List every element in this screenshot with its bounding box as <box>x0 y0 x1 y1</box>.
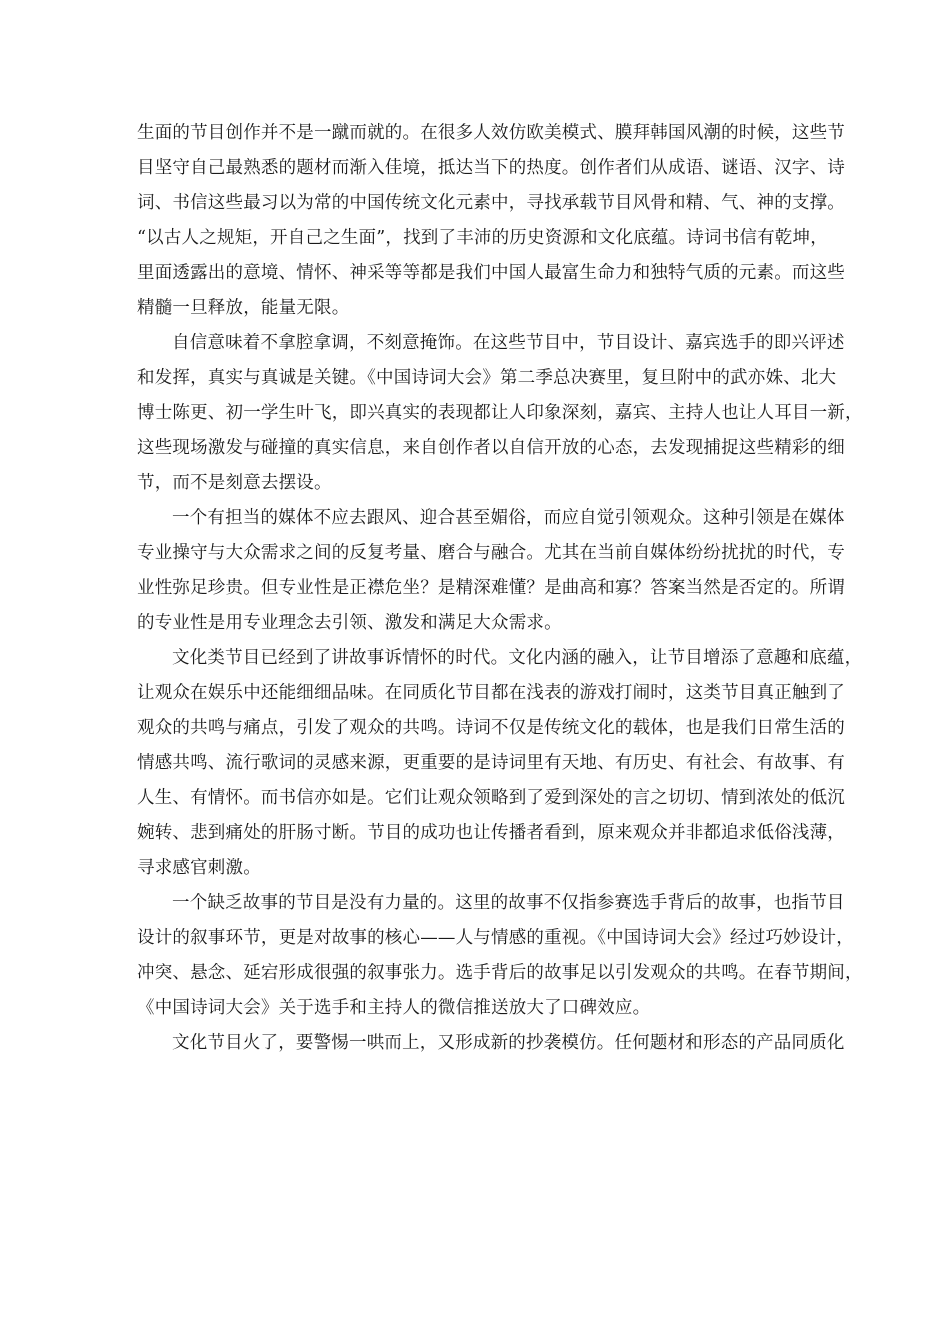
text-line: 生面的节目创作并不是一蹴而就的。在很多人效仿欧美模式、膜拜韩国风潮的时候，这些节 <box>137 123 845 143</box>
text-line: 里面透露出的意境、情怀、神采等等都是我们中国人最富生命力和独特气质的元素。而这些 <box>137 263 845 283</box>
text-line: 设计的叙事环节，更是对故事的核心——人与情感的重视。《中国诗词大会》经过巧妙设计， <box>137 928 854 948</box>
paragraph <box>137 641 863 886</box>
text-line: 词、书信这些最习以为常的中国传统文化元素中，寻找承载节目风骨和精、气、神的支撑。 <box>137 193 845 213</box>
text-line: 人生、有情怀。而书信亦如是。它们让观众领略到了爱到深处的言之切切、情到浓处的低沉 <box>137 788 845 808</box>
text-line: 文化节目火了，要警惕一哄而上，又形成新的抄袭模仿。任何题材和形态的产品同质化 <box>172 1033 845 1053</box>
text-line: 业性弥足珍贵。但专业性是正襟危坐？是精深难懂？是曲高和寡？答案当然是否定的。所谓 <box>137 578 845 598</box>
text-line: 文化类节目已经到了讲故事诉情怀的时代。文化内涵的融入，让节目增添了意趣和底蕴， <box>172 648 863 668</box>
text-line: 博士陈更、初一学生叶飞，即兴真实的表现都让人印象深刻，嘉宾、主持人也让人耳目一新， <box>137 403 863 423</box>
paragraph <box>137 1026 845 1061</box>
text-line: 精髓一旦释放，能量无限。 <box>137 298 350 318</box>
paragraph <box>137 116 845 326</box>
text-line: 寻求感官刺激。 <box>137 858 261 878</box>
text-line: 目坚守自己最熟悉的题材而渐入佳境，抵达当下的热度。创作者们从成语、谜语、汉字、诗 <box>137 158 845 178</box>
text-line: 冲突、悬念、延宕形成很强的叙事张力。选手背后的故事足以引发观众的共鸣。在春节期间， <box>137 963 863 983</box>
text-line: 婉转、悲到痛处的肝肠寸断。节目的成功也让传播者看到，原来观众并非都追求低俗浅薄， <box>137 823 845 843</box>
paragraph <box>137 501 845 641</box>
document-body <box>137 116 863 1061</box>
text-line: 节，而不是刻意去摆设。 <box>137 473 332 493</box>
text-line: 这些现场激发与碰撞的真实信息，来自创作者以自信开放的心态，去发现捕捉这些精彩的细 <box>137 438 845 458</box>
paragraph <box>137 886 863 1026</box>
text-line: 自信意味着不拿腔拿调，不刻意掩饰。在这些节目中，节目设计、嘉宾选手的即兴评述 <box>172 333 845 353</box>
text-line: 和发挥，真实与真诚是关键。《中国诗词大会》第二季总决赛里，复旦附中的武亦姝、北大 <box>137 368 837 388</box>
text-line: 《中国诗词大会》关于选手和主持人的微信推送放大了口碑效应。 <box>137 998 651 1018</box>
text-line: 情感共鸣、流行歌词的灵感来源，更重要的是诗词里有天地、有历史、有社会、有故事、有 <box>137 753 845 773</box>
text-line: “以古人之规矩，开自己之生面”，找到了丰沛的历史资源和文化底蕴。诗词书信有乾坤， <box>137 228 828 248</box>
text-line: 一个缺乏故事的节目是没有力量的。这里的故事不仅指参赛选手背后的故事，也指节目 <box>172 893 845 913</box>
paragraph <box>137 326 863 501</box>
text-line: 让观众在娱乐中还能细细品味。在同质化节目都在浅表的游戏打闹时，这类节目真正触到了 <box>137 683 845 703</box>
text-line: 观众的共鸣与痛点，引发了观众的共鸣。诗词不仅是传统文化的载体，也是我们日常生活的 <box>137 718 845 738</box>
text-line: 一个有担当的媒体不应去跟风、迎合甚至媚俗，而应自觉引领观众。这种引领是在媒体 <box>172 508 845 528</box>
text-line: 专业操守与大众需求之间的反复考量、磨合与融合。尤其在当前自媒体纷纷扰扰的时代，专 <box>137 543 845 563</box>
text-line: 的专业性是用专业理念去引领、激发和满足大众需求。 <box>137 613 562 633</box>
